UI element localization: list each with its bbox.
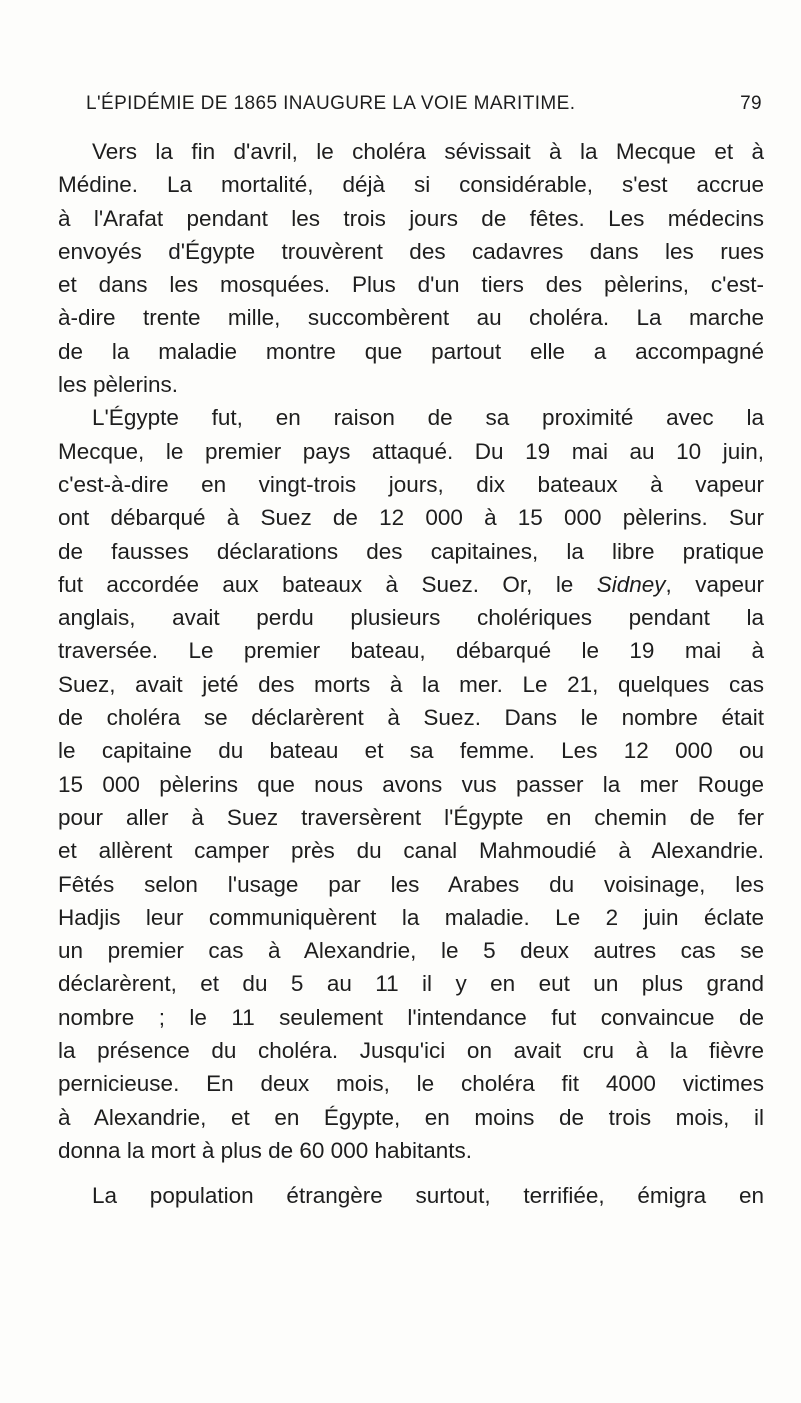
text-line: Mecque, le premier pays attaqué. Du 19 mai au 10 juin,	[58, 438, 764, 464]
text-line: L'Égypte fut, en raison de sa proximité avec la	[92, 405, 764, 431]
text-line: nombre ; le 11 seulement l'intendance fut convaincue de	[58, 1004, 764, 1030]
paragraph-gap	[58, 1167, 764, 1179]
text-line: et allèrent camper près du canal Mahmoudié à Alexandrie.	[58, 838, 764, 864]
text-line: Médine. La mortalité, déjà si considérable, s'est accrue	[58, 172, 764, 198]
text-line-with-ship-name	[58, 568, 764, 601]
text-line: de fausses déclarations des capitaines, la libre pratique	[58, 538, 764, 564]
text-line: donna la mort à plus de 60 000 habitants.	[58, 1137, 473, 1163]
text-line: La population étrangère surtout, terrifiée, émigra en	[92, 1183, 764, 1209]
text-line: à Alexandrie, et en Égypte, en moins de trois mois, il	[58, 1104, 764, 1130]
text-line: 15 000 pèlerins que nous avons vus passer la mer Rouge	[58, 771, 764, 797]
text-line: Fêtés selon l'usage par les Arabes du voisinage, les	[58, 871, 764, 897]
page-number: 79	[740, 93, 762, 114]
ship-line-prefix: fut accordée aux bateaux à Suez. Or, le	[58, 571, 597, 597]
text-line: pernicieuse. En deux mois, le choléra fit 4000 victimes	[58, 1071, 764, 1097]
text-line: Suez, avait jeté des morts à la mer. Le 21, quelques cas	[58, 671, 764, 697]
text-line: anglais, avait perdu plusieurs cholériques pendant la	[58, 605, 764, 631]
text-line: de choléra se déclarèrent à Suez. Dans le nombre était	[58, 705, 764, 731]
text-line: pour aller à Suez traversèrent l'Égypte en chemin de fer	[58, 804, 764, 830]
running-head	[86, 93, 762, 119]
text-line: à l'Arafat pendant les trois jours de fêtes. Les médecins	[58, 205, 764, 231]
text-line: ont débarqué à Suez de 12 000 à 15 000 pèlerins. Sur	[58, 505, 764, 531]
text-line: les pèlerins.	[58, 372, 179, 398]
text-line: déclarèrent, et du 5 au 11 il y en eut un plus grand	[58, 971, 764, 997]
text-line: Vers la fin d'avril, le choléra sévissait à la Mecque et à	[92, 139, 764, 164]
text-line: le capitaine du bateau et sa femme. Les 12 000 ou	[58, 738, 764, 764]
text-line: la présence du choléra. Jusqu'ici on avait cru à la fièvre	[58, 1038, 764, 1064]
text-line: un premier cas à Alexandrie, le 5 deux autres cas se	[58, 938, 764, 964]
ship-name: Sidney	[596, 571, 666, 597]
text-line: c'est-à-dire en vingt-trois jours, dix bateaux à vapeur	[58, 471, 764, 497]
running-title: L'ÉPIDÉMIE DE 1865 INAUGURE LA VOIE MARITIME.	[86, 93, 576, 114]
text-line: Hadjis leur communiquèrent la maladie. Le 2 juin éclate	[58, 904, 764, 930]
text-line: de la maladie montre que partout elle a accompagné	[58, 338, 764, 364]
text-line: à-dire trente mille, succombèrent au choléra. La marche	[58, 305, 764, 331]
ship-line-suffix: , vapeur	[665, 571, 764, 597]
body-text	[58, 135, 764, 1213]
text-line: et dans les mosquées. Plus d'un tiers des pèlerins, c'est-	[58, 272, 764, 298]
text-line: envoyés d'Égypte trouvèrent des cadavres dans les rues	[58, 238, 764, 264]
text-line: traversée. Le premier bateau, débarqué le 19 mai à	[58, 638, 764, 664]
